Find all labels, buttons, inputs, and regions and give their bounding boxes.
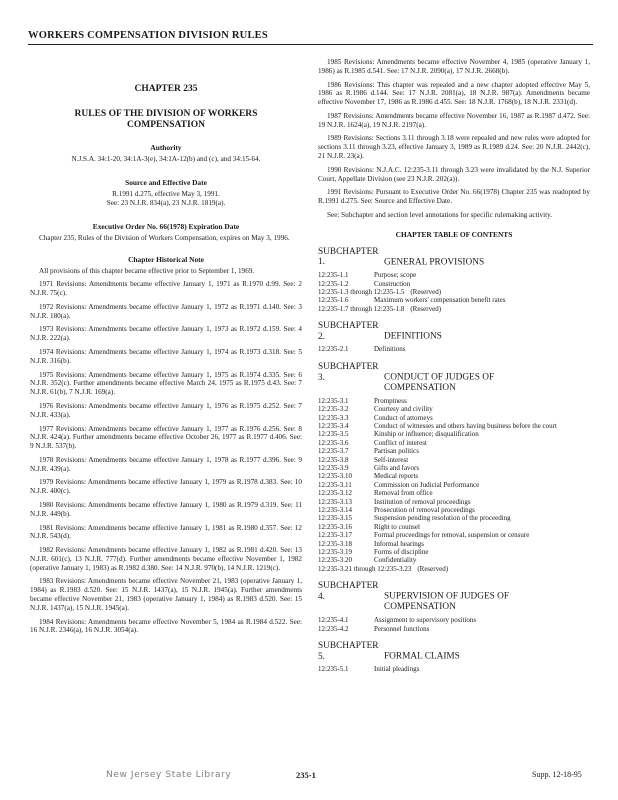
section-title: Conflict of interest	[374, 438, 427, 447]
section-number: 12:235-3.6	[318, 438, 349, 447]
section-title: Removal from office	[374, 489, 433, 498]
section-number: 12:235-2.1	[318, 345, 349, 354]
toc-row	[318, 556, 590, 564]
section-title: (Reserved)	[417, 564, 449, 573]
section-title: Conduct of attorneys	[374, 413, 433, 422]
toc-row	[318, 481, 590, 489]
history-entry: 1984 Revisions: Amendments became effective November 5, 1984 as R.1984 d.522. See: 16 N.J.R. 2346(a), 16 N.J.R. 3054(a).	[30, 617, 302, 635]
subchapter-title-cont: COMPENSATION	[384, 383, 456, 394]
history-entry: 1977 Revisions: Amendments became effective January 1, 1977 as R.1976 d.256. See: 8 N.J.R. 424(a). Further amendments became effective October 26, 1977 as R.1977 d.406. See: 9 N.J.R. 537(b).	[30, 424, 302, 451]
section-title: Prosecution of removal proceedings	[374, 505, 475, 514]
toc-row	[318, 548, 590, 556]
section-title: Promptness	[374, 396, 407, 405]
toc-row	[318, 625, 590, 633]
section-title: Personnel functions	[374, 624, 430, 633]
toc-row	[318, 464, 590, 472]
toc-row	[318, 514, 590, 522]
section-number: 12:235-1.7 through 12:235-1.8	[318, 304, 405, 313]
toc-row	[318, 430, 590, 438]
table-of-contents	[318, 247, 590, 674]
left-column	[30, 58, 302, 640]
toc-row	[318, 565, 590, 573]
section-number: 12:235-5.1	[318, 665, 349, 674]
subchapter-title: SUPERVISION OF JUDGES OF	[384, 591, 510, 602]
toc-row	[318, 288, 590, 296]
chapter-number: CHAPTER 235	[134, 84, 198, 94]
section-number: 12:235-4.2	[318, 624, 349, 633]
subchapter-heading	[318, 247, 590, 268]
toc-row	[318, 405, 590, 413]
history-entry: 1983 Revisions: Amendments became effective November 21, 1983 (operative January 1, 1984) as R.1983 d.520. See: 15 N.J.R. 1437(a), 15 N.J.R. 1945(a). Further amendments became effective November 21, 1983 (operative January 1, 1984) as R.1983 d.520. See: 15 N.J.R. 1437(a), 15 N.J.R. 1945(a).	[30, 577, 302, 612]
section-number: 12:235-3.18	[318, 539, 353, 548]
toc-row	[318, 280, 590, 288]
section-title: Partisan politics	[374, 447, 419, 456]
section-number: 12:235-3.20	[318, 556, 353, 565]
toc-row	[318, 506, 590, 514]
section-title: Kinship or influence; disqualification	[374, 430, 479, 439]
subchapter-number: SUBCHAPTER 3.	[318, 361, 379, 383]
history-entry: 1972 Revisions: Amendments became effective January 1, 1972 as R.1971 d.140. See: 3 N.J.R. 180(a).	[30, 302, 302, 320]
section-title: Commission on Judicial Performance	[374, 480, 480, 489]
section-number: 12:235-3.21 through 12:235-3.23	[318, 564, 412, 573]
subchapter-title: FORMAL CLAIMS	[384, 651, 460, 662]
subchapter-number: SUBCHAPTER 5.	[318, 640, 379, 662]
subchapter-title: DEFINITIONS	[384, 331, 442, 342]
section-title: (Reserved)	[410, 304, 442, 313]
chapter-title	[30, 109, 302, 133]
subchapter-heading	[318, 362, 590, 394]
toc-row	[318, 498, 590, 506]
toc-row	[318, 345, 590, 353]
subchapter-number: SUBCHAPTER 4.	[318, 581, 379, 602]
history-entries-right	[318, 58, 590, 220]
history-entry: 1991 Revisions: Pursuant to Executive Order No. 66(1978) Chapter 235 was readopted by R.1991 d.275. See: Source and Effective Date.	[318, 188, 590, 206]
section-title: Informal hearings	[374, 539, 424, 548]
section-title: Forms of discipline	[374, 547, 429, 556]
section-title: (Reserved)	[410, 287, 442, 296]
history-entry: 1979 Revisions: Amendments became effective January 1, 1979 as R.1978 d.383. See: 10 N.J.R. 400(c).	[30, 478, 302, 496]
source-heading: Source and Effective Date	[125, 178, 207, 188]
section-number: 12:235-3.5	[318, 430, 349, 439]
section-title: Definitions	[374, 345, 406, 354]
section-number: 12:235-3.16	[318, 522, 353, 531]
toc-row	[318, 305, 590, 313]
section-title: Institution of removal proceedings	[374, 497, 471, 506]
library-stamp: New Jersey State Library	[106, 770, 232, 780]
subchapter-heading	[318, 641, 590, 662]
subchapter-title: CONDUCT OF JUDGES OF	[384, 372, 495, 383]
subchapter-title: GENERAL PROVISIONS	[384, 257, 485, 268]
toc-row	[318, 531, 590, 539]
history-entry: 1980 Revisions: Amendments became effective January 1, 1980 as R.1979 d.319. See: 11 N.J.R. 449(b).	[30, 500, 302, 518]
toc-row	[318, 439, 590, 447]
subchapter-title-cont: COMPENSATION	[384, 602, 456, 613]
section-number: 12:235-3.14	[318, 505, 353, 514]
section-number: 12:235-3.12	[318, 489, 353, 498]
chapter-title-line1: RULES OF THE DIVISION OF WORKERS	[74, 108, 258, 119]
subchapter-number: SUBCHAPTER 2.	[318, 321, 379, 342]
section-number: 12:235-1.2	[318, 279, 349, 288]
history-entry: 1976 Revisions: Amendments became effective January 1, 1976 as R.1975 d.252. See: 7 N.J.R. 433(a).	[30, 401, 302, 419]
subchapter-number: SUBCHAPTER 1.	[318, 246, 379, 268]
section-number: 12:235-3.8	[318, 455, 349, 464]
section-title: Suspension pending resolution of the proceeding	[374, 514, 511, 523]
section-title: Right to counsel	[374, 522, 420, 531]
supplement-date: Supp. 12-18-95	[532, 770, 582, 779]
section-title: Gifts and favors	[374, 464, 420, 473]
toc-row	[318, 422, 590, 430]
history-entry: 1986 Revisions: This chapter was repealed and a new chapter adopted effective May 5, 1986 as R.1986 d.144. See: 17 N.J.R. 2081(a), 18 N.J.R. 987(a). Amendments became effective November 17, 1986 as R.1986 d.455. See: 18 N.J.R. 1768(b), 18 N.J.R. 2331(d).	[318, 80, 590, 107]
section-title: Medical reports	[374, 472, 419, 481]
section-title: Initial pleadings	[374, 665, 420, 674]
section-number: 12:235-1.3 through 12:235-1.5	[318, 287, 405, 296]
source-line1: R.1991 d.275, effective May 3, 1991.	[112, 190, 220, 199]
toc-row	[318, 456, 590, 464]
toc-row	[318, 540, 590, 548]
toc-row	[318, 271, 590, 279]
history-entry: 1985 Revisions: Amendments became effective November 4, 1985 (operative January 1, 1986) as R.1985 d.541. See: 17 N.J.R. 2090(a), 17 N.J.R. 2668(b).	[318, 58, 590, 75]
history-entry: 1975 Revisions: Amendments became effective January 1, 1975 as R.1974 d.335. See: 6 N.J.R. 352(c). Further amendments became effective March 24, 1975 as R.1975 d.43. See: 7 N.J.R. 61(b), 7 N.J.R. 169(a).	[30, 370, 302, 397]
section-number: 12:235-1.1	[318, 271, 349, 280]
section-title: Purpose; scope	[374, 271, 417, 280]
section-number: 12:235-3.4	[318, 422, 349, 431]
section-number: 12:235-3.3	[318, 413, 349, 422]
section-title: Conduct of witnesses and others having business before the court	[374, 422, 557, 431]
history-entry: 1981 Revisions: Amendments became effective January 1, 1981 as R.1980 d.357. See: 12 N.J.R. 543(d).	[30, 523, 302, 541]
section-number: 12:235-4.1	[318, 616, 349, 625]
section-title: Maximum workers' compensation benefit rates	[374, 296, 506, 305]
history-entry: See: Subchapter and section level annotations for specific rulemaking activity.	[327, 210, 553, 219]
section-number: 12:235-1.6	[318, 296, 349, 305]
section-title: Self-interest	[374, 455, 409, 464]
expiration-heading: Executive Order No. 66(1978) Expiration Date	[92, 221, 240, 231]
section-number: 12:235-3.15	[318, 514, 353, 523]
toc-title: CHAPTER TABLE OF CONTENTS	[395, 229, 513, 239]
section-number: 12:235-3.9	[318, 464, 349, 473]
section-number: 12:235-3.11	[318, 480, 352, 489]
history-intro: All provisions of this chapter became effective prior to September 1, 1969.	[39, 266, 255, 275]
section-title: Courtesy and civility	[374, 405, 433, 414]
toc-row	[318, 616, 590, 624]
toc-row	[318, 414, 590, 422]
authority-heading: Authority	[150, 143, 182, 153]
history-entry: 1971 Revisions: Amendments became effective January 1, 1971 as R.1970 d.99. See: 2 N.J.R. 75(c).	[30, 280, 302, 298]
history-entry: 1989 Revisions: Sections 3.11 through 3.18 were repealed and new rules were adopted for sections 3.11 through 3.23, effective January 3, 1989 as R.1989 d.24. See: 20 N.J.R. 2442(c), 21 N.J.R. 23(a).	[318, 134, 590, 161]
expiration-text: Chapter 235, Rules of the Division of Workers Compensation, expires on May 3, 1996.	[39, 233, 290, 242]
toc-row	[318, 472, 590, 480]
history-entry: 1978 Revisions: Amendments became effective January 1, 1978 as R.1977 d.396. See: 9 N.J.R. 439(a).	[30, 455, 302, 473]
subchapter-heading	[318, 581, 590, 613]
chapter-title-line2: COMPENSATION	[127, 120, 205, 131]
toc-row	[318, 523, 590, 531]
right-column	[318, 58, 590, 674]
toc-row	[318, 397, 590, 405]
section-number: 12:235-3.13	[318, 497, 353, 506]
source-line2: See: 23 N.J.R. 834(a), 23 N.J.R. 1819(a).	[106, 198, 226, 207]
toc-row	[318, 489, 590, 497]
section-number: 12:235-3.19	[318, 547, 353, 556]
history-entry: 1990 Revisions: N.J.A.C. 12:235-3.11 through 3.23 were invalidated by the N.J. Superior Court, Appellate Division (see 23 N.J.R. 202(a)).	[318, 165, 590, 183]
section-number: 12:235-3.2	[318, 405, 349, 414]
authority-text: N.J.S.A. 34:1-20, 34:1A-3(e), 34:1A-12(b) and (c), and 34:15-64.	[71, 155, 261, 164]
section-number: 12:235-3.17	[318, 531, 353, 540]
section-title: Construction	[374, 279, 411, 288]
section-number: 12:235-3.10	[318, 472, 353, 481]
toc-row	[318, 665, 590, 673]
history-entry: 1973 Revisions: Amendments became effective January 1, 1973 as R.1972 d.159. See: 4 N.J.R. 222(a).	[30, 325, 302, 343]
history-entry: 1987 Revisions: Amendments became effective November 16, 1987 as R.1987 d.472. See: 19 N.J.R. 1624(a), 19 N.J.R. 2197(a).	[318, 111, 590, 129]
toc-row	[318, 296, 590, 304]
history-heading: Chapter Historical Note	[128, 254, 204, 264]
toc-row	[318, 447, 590, 455]
subchapter-heading	[318, 321, 590, 342]
section-title: Confidentiality	[374, 556, 417, 565]
history-entries-left	[30, 280, 302, 635]
history-entry: 1982 Revisions: Amendments became effective January 1, 1982 as R.1981 d.420. See: 13 N.J.R. 601(c), 13 N.J.R. 777(d). Further amendments became effective November 1, 1982 (operative January 1, 1983) as R.1982 d.380. See: 14 N.J.R. 970(b), 14 N.J.R. 1219(c).	[30, 546, 302, 572]
history-entry: 1974 Revisions: Amendments became effective January 1, 1974 as R.1973 d.318. See: 5 N.J.R. 316(b).	[30, 348, 302, 365]
running-head: WORKERS COMPENSATION DIVISION RULES	[28, 30, 593, 45]
section-title: Assignment to supervisory positions	[374, 616, 477, 625]
section-number: 12:235-3.7	[318, 447, 349, 456]
section-number: 12:235-3.1	[318, 396, 349, 405]
section-title: Formal proceedings for removal, suspension or censure	[374, 531, 530, 540]
page-number: 235-1	[296, 770, 316, 780]
